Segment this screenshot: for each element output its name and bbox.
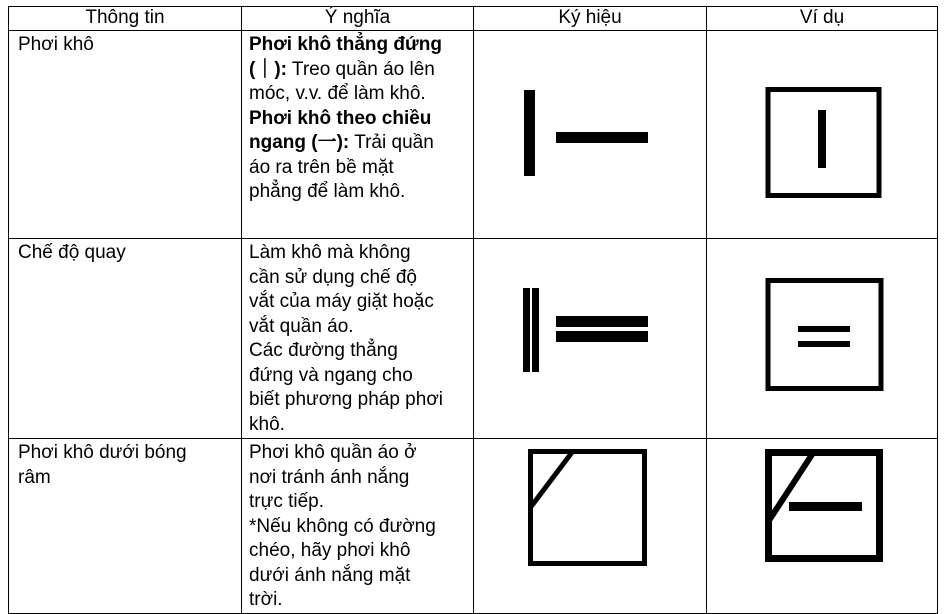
vertical-and-horizontal-line-icon xyxy=(474,31,707,236)
meaning-line: chéo, hãy phơi khô xyxy=(249,540,411,561)
meaning-line: *Nếu không có đường xyxy=(249,515,436,537)
info-cell xyxy=(9,31,242,239)
meaning-line: Phơi khô theo chiều xyxy=(249,107,432,129)
meaning-line: khô. xyxy=(249,413,285,435)
example-cell xyxy=(707,239,938,439)
meaning-line: nơi tránh ánh nắng xyxy=(249,466,410,488)
meaning-line: Các đường thẳng xyxy=(249,340,398,361)
meaning-line: trực tiếp. xyxy=(249,491,325,512)
symbol-cell xyxy=(474,31,707,239)
dry-flat-no-spin-label-icon xyxy=(707,239,938,436)
info-text: râm xyxy=(18,466,51,488)
header-meaning: Ý nghĩa xyxy=(242,7,474,31)
symbol-cell xyxy=(474,239,707,439)
table-row xyxy=(9,31,938,239)
double-vertical-and-double-horizontal-line-icon xyxy=(474,239,707,436)
meaning-line: móc, v.v. để làm khô. xyxy=(249,83,426,104)
meaning-line: Làm khô mà không xyxy=(249,242,411,263)
meaning-line: vắt của máy giặt hoặc xyxy=(249,291,434,312)
meaning-line: vắt quần áo. xyxy=(249,315,354,337)
header-symbol: Ký hiệu xyxy=(474,7,707,31)
table-row xyxy=(9,439,938,614)
meaning-line: (｜): Treo quần áo lên xyxy=(249,58,435,80)
info-cell xyxy=(9,239,242,439)
meaning-line: phẳng để làm khô. xyxy=(249,181,406,202)
meaning-cell xyxy=(242,239,474,439)
meaning-line: cần sử dụng chế độ xyxy=(249,266,418,288)
meaning-line: dưới ánh nắng mặt xyxy=(249,564,411,586)
info-text: Phơi khô xyxy=(18,34,94,55)
symbol-cell xyxy=(474,439,707,614)
header-row xyxy=(9,7,938,31)
meaning-line: ngang (一): Trải quần xyxy=(249,132,434,153)
info-text: Chế độ quay xyxy=(18,242,126,263)
square-with-diagonal-icon xyxy=(474,439,707,605)
meaning-cell xyxy=(242,439,474,614)
info-cell xyxy=(9,439,242,614)
table-row xyxy=(9,239,938,439)
meaning-cell xyxy=(242,31,474,239)
laundry-symbol-table xyxy=(8,6,938,614)
shade-dry-flat-label-icon xyxy=(707,439,938,605)
meaning-line: trời. xyxy=(249,589,283,610)
example-cell xyxy=(707,31,938,239)
example-cell xyxy=(707,439,938,614)
meaning-line: Phơi khô quần áo ở xyxy=(249,442,417,463)
header-example: Ví dụ xyxy=(707,7,938,31)
meaning-line: Phơi khô thẳng đứng xyxy=(249,34,442,55)
meaning-line: đứng và ngang cho xyxy=(249,364,413,386)
drip-dry-vertical-label-icon xyxy=(707,31,938,236)
meaning-line: áo ra trên bề mặt xyxy=(249,156,394,178)
info-text: Phơi khô dưới bóng xyxy=(18,442,187,463)
meaning-line: biết phương pháp phơi xyxy=(249,389,443,410)
header-info: Thông tin xyxy=(9,7,242,31)
